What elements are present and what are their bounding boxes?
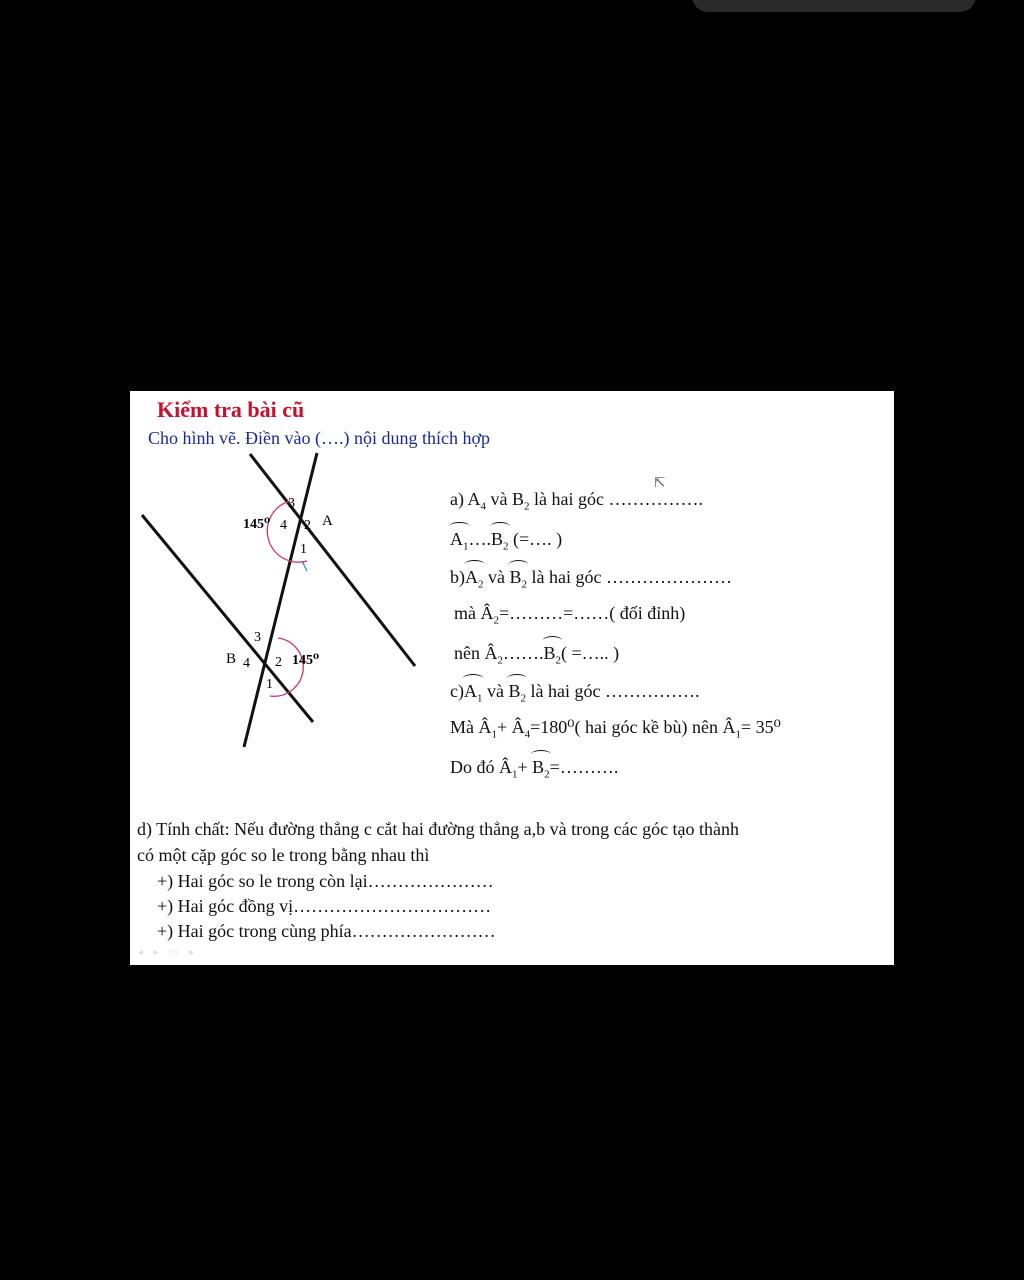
line-a	[250, 454, 415, 666]
slide-title: Kiểm tra bài cũ	[157, 397, 305, 422]
part-d-line-1: d) Tính chất: Nếu đường thẳng c cắt hai đường thẳng a,b và trong các góc tạo thành	[137, 819, 740, 839]
line-b	[142, 515, 313, 722]
small-mark	[302, 561, 307, 571]
part-c-line-1: $c)A_1$ và $B_2$ là hai góc …………….	[450, 681, 700, 705]
part-c-line-2: Mà $Â_1+$ $Â_4=180^0$( hai góc kề bù) nên $Â_1= 35^0$	[450, 717, 781, 741]
bottom-angle-4: 4	[243, 656, 250, 671]
label-a: A	[322, 513, 333, 529]
line-c	[244, 453, 320, 747]
part-b-line-3: nên $Â_2\dots\dots.B_2$( =….. )	[454, 643, 620, 667]
bottom-angle-1: 1	[266, 677, 273, 692]
top-angle-4: 4	[280, 518, 287, 533]
bottom-angle-3: 3	[254, 630, 261, 645]
top-angle-2: 2	[304, 518, 311, 533]
part-b-line-2: mà $Â_2=\dots\dots\dots=\dots\dots$( đối đỉnh)	[454, 603, 686, 627]
bottom-angle-value: 145⁰	[292, 653, 320, 668]
part-a-line-1: a) $A_4$ và $B_2$ là hai góc …………….	[450, 489, 703, 513]
bottom-angle-2: 2	[275, 655, 282, 670]
part-c-line-3: Do đó $Â_1+$ $B_2=\dots\dots\dots$.	[450, 757, 619, 781]
top-angle-1: 1	[300, 542, 307, 557]
status-pill	[692, 0, 976, 12]
top-angle-3: 3	[288, 496, 295, 511]
part-b-line-1: $b)A_2$ và $B_2$ là hai góc …………………	[450, 567, 732, 591]
geometry-figure	[130, 449, 430, 759]
part-d-item-3: +) Hai góc trong cùng phía……………………	[157, 921, 496, 941]
slide-toolbar-ghost-icons: ◂ ▸ ▭ ▸	[138, 947, 199, 958]
mouse-cursor-icon: ⇱	[654, 476, 666, 491]
part-d-line-2: có một cặp góc so le trong bằng nhau thì	[137, 845, 430, 865]
slide-subtitle: Cho hình vẽ. Điền vào (….) nội dung thích hợp	[148, 428, 490, 448]
part-a-line-2: $A_1\dots.B_2$ (=…. )	[450, 529, 563, 553]
part-d-item-1: +) Hai góc so le trong còn lại…………………	[157, 871, 494, 891]
part-d-item-2: +) Hai góc đồng vị……………………………	[157, 896, 492, 916]
label-b: B	[226, 651, 237, 667]
top-angle-value: 145⁰	[243, 517, 271, 532]
slide	[130, 391, 894, 965]
